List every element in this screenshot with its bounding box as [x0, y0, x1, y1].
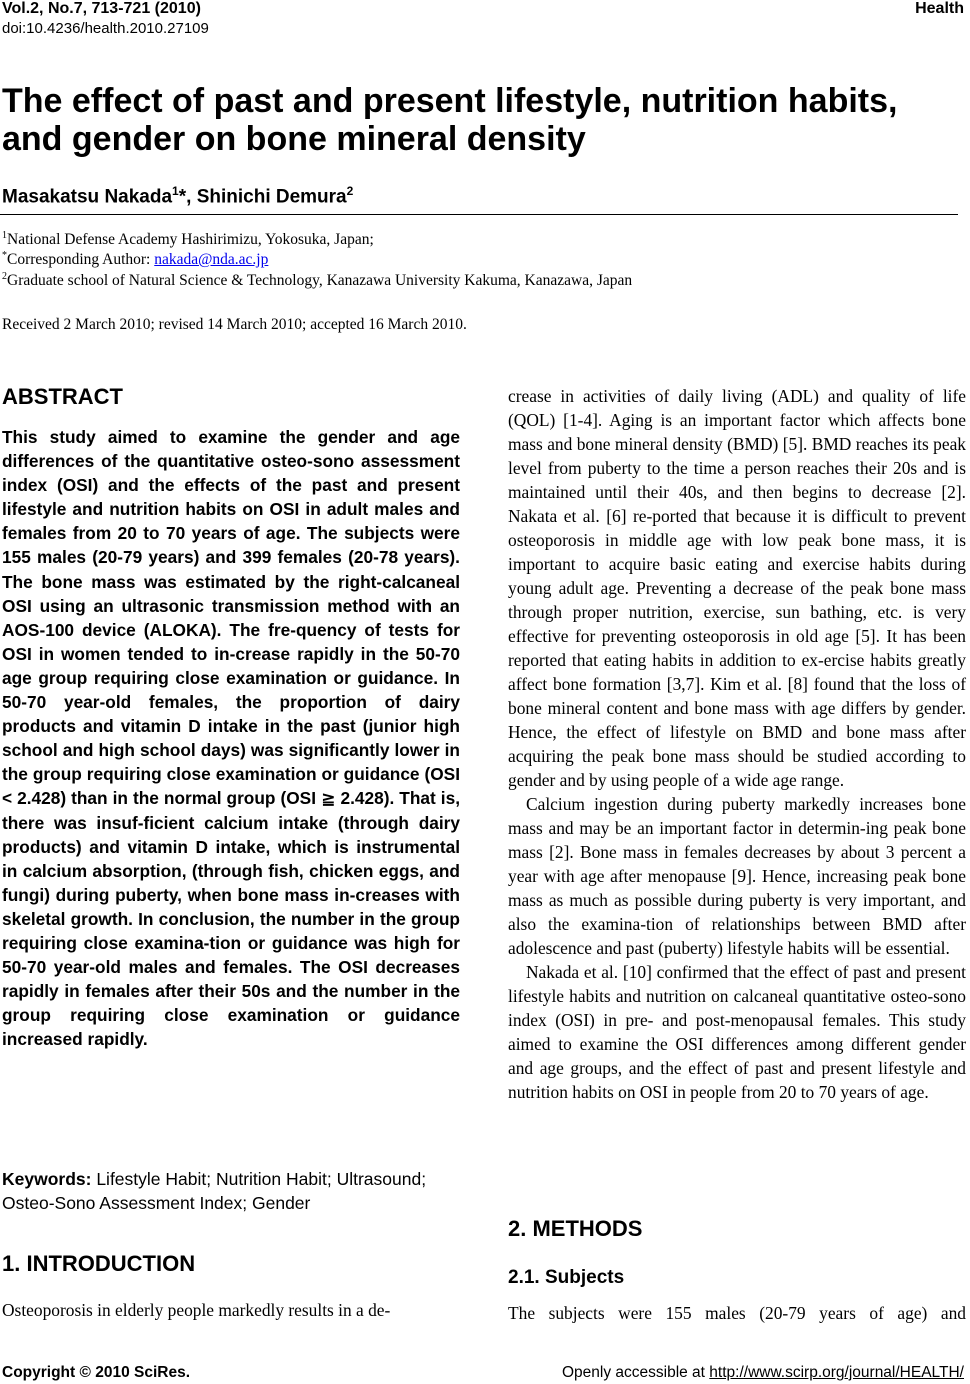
author-name: Masakatsu Nakada [2, 186, 173, 208]
paper-title: The effect of past and present lifestyle, nutrition habits, and gender on bone mineral density [2, 82, 898, 158]
paragraph: Nakada et al. [10] confirmed that the effect of past and present lifestyle habits and nutrition on calcaneal quantitative osteo-sono index (OSI) in pre- and post-menopausal females. This study aimed to examine the OSI differences among different gender and age groups, and the effect of past and present lifestyle and nutrition habits on OSI in people from 20 to 70 years of age. [508, 962, 966, 1102]
affiliation-mark: 1 [2, 230, 7, 241]
affiliation-1 [2, 230, 374, 249]
methods-heading: 2. METHODS [508, 1216, 643, 1241]
open-access-label: Openly accessible at [561, 1364, 710, 1381]
subjects-subheading: 2.1. Subjects [508, 1267, 625, 1288]
abstract-text: This study aimed to examine the gender and age differences of the quantitative osteo-sono assessment index (OSI) and the effects of the past and present lifestyle and nutrition habits on OSI in adult males and females from 20 to 70 years of age. The subjects were 155 males (20-79 years) and 399 females (20-78 years). The bone mass was estimated by the right-calcaneal OSI using an ultrasonic transmission method with an AOS-100 device (ALOKA). The fre-quency of tests for OSI in women tended to in-crease rapidly in the 50-70 age group requiring close examination or guidance. In 50-70 year-old females, the proportion of dairy products and vitamin D intake in the past (junior high school and high school days) was significantly lower in the group requiring close examination or guidance (OSI < 2.428) than in the normal group (OSI ≧ 2.428). That is, there was insuf-ficient calcium intake (through dairy products) and vitamin D intake, which is instrumental in calcium absorption, (through fish, chicken eggs, and fungi) during puberty, when bone mass in-creases with skeletal growth. In conclusion, the number in the group requiring close examina-tion or guidance was high for 50-70 year-old males and females. The OSI decreases rapidly in females after their 50s and the number in the group requiring close examination or guidance increased rapidly. [2, 427, 460, 1050]
author-affiliation-mark: 1 [172, 184, 179, 198]
corresponding-mark: * [178, 186, 187, 208]
corresponding-author [2, 250, 268, 269]
introduction-heading: 1. INTRODUCTION [2, 1251, 196, 1276]
copyright: Copyright © 2010 SciRes. [2, 1364, 191, 1381]
introduction-text: Osteoporosis in elderly people markedly results in a de- [2, 1300, 391, 1320]
author-list [2, 184, 353, 208]
abstract-heading: ABSTRACT [2, 384, 123, 409]
journal-url-link[interactable]: http://www.scirp.org/journal/HEALTH/ [709, 1364, 964, 1381]
received-dates: Received 2 March 2010; revised 14 March 2010; accepted 16 March 2010. [2, 316, 467, 333]
paragraph: Calcium ingestion during puberty markedly increases bone mass and may be an important factor in determin-ing peak bone mass [2]. Bone mass in females decreases by about 3 percent a year with age after menopause [9]. Hence, increasing peak bone mass as much as possible during puberty is very important, and also the examina-tion of relationships between BMD after adolescence and past (puberty) lifestyle habits will be essential. [508, 794, 966, 958]
right-column-text [508, 384, 966, 1104]
open-access-note [562, 1364, 964, 1382]
affiliation-2 [2, 271, 632, 290]
author-separator: , [186, 186, 197, 208]
subjects-text: The subjects were 155 males (20-79 years of age) and [508, 1303, 966, 1323]
affiliation-mark: 2 [2, 271, 7, 282]
email-link[interactable]: nakada@nda.ac.jp [154, 251, 269, 269]
keywords-label: Keywords: [2, 1169, 97, 1189]
journal-volume: Vol.2, No.7, 713-721 (2010) [2, 0, 201, 17]
affiliation-text: Graduate school of Natural Science & Technology, Kanazawa University Kakuma, Kanazawa, Japan [7, 272, 633, 290]
title-divider [0, 214, 958, 215]
paragraph: crease in activities of daily living (ADL) and quality of life (QOL) [1-4]. Aging is an important factor which affects bone mass and bone mineral density (BMD) [5]. BMD reaches its peak level from puberty to the time a person reaches their 20s and is maintained until their 40s, and then begins to decrease [2]. Nakata et al. [6] re-ported that because it is difficult to prevent osteoporosis in middle age with low peak bone mass, it is important to acquire basic eating and exercise habits during young adult age. Preventing a decrease of the peak bone mass through proper nutrition, exercise, sun bathing, etc. is very effective for preventing osteoporosis in old age [5]. It has been reported that eating habits in addition to ex-ercise habits greatly affect bone formation [3,7]. Kim et al. [8] found that the loss of bone mineral content and bone mass with age differs by gender. Hence, the effect of lifestyle on BMD and bone mass after acquiring the peak bone mass should be studied according to gender and by using people of a wide age range. [508, 386, 966, 790]
affiliation-mark: * [2, 250, 7, 261]
author-name: Shinichi Demura [196, 186, 347, 208]
keywords-text: Lifestyle Habit; Nutrition Habit; Ultrasound; Osteo-Sono Assessment Index; Gender [2, 1169, 427, 1213]
keywords [2, 1167, 460, 1215]
author-affiliation-mark: 2 [346, 184, 354, 198]
affiliation-text: National Defense Academy Hashirimizu, Yokosuka, Japan; [7, 231, 374, 249]
doi: doi:10.4236/health.2010.27109 [2, 20, 209, 37]
journal-name: Health [915, 0, 964, 17]
corresponding-label: Corresponding Author: [7, 251, 155, 269]
